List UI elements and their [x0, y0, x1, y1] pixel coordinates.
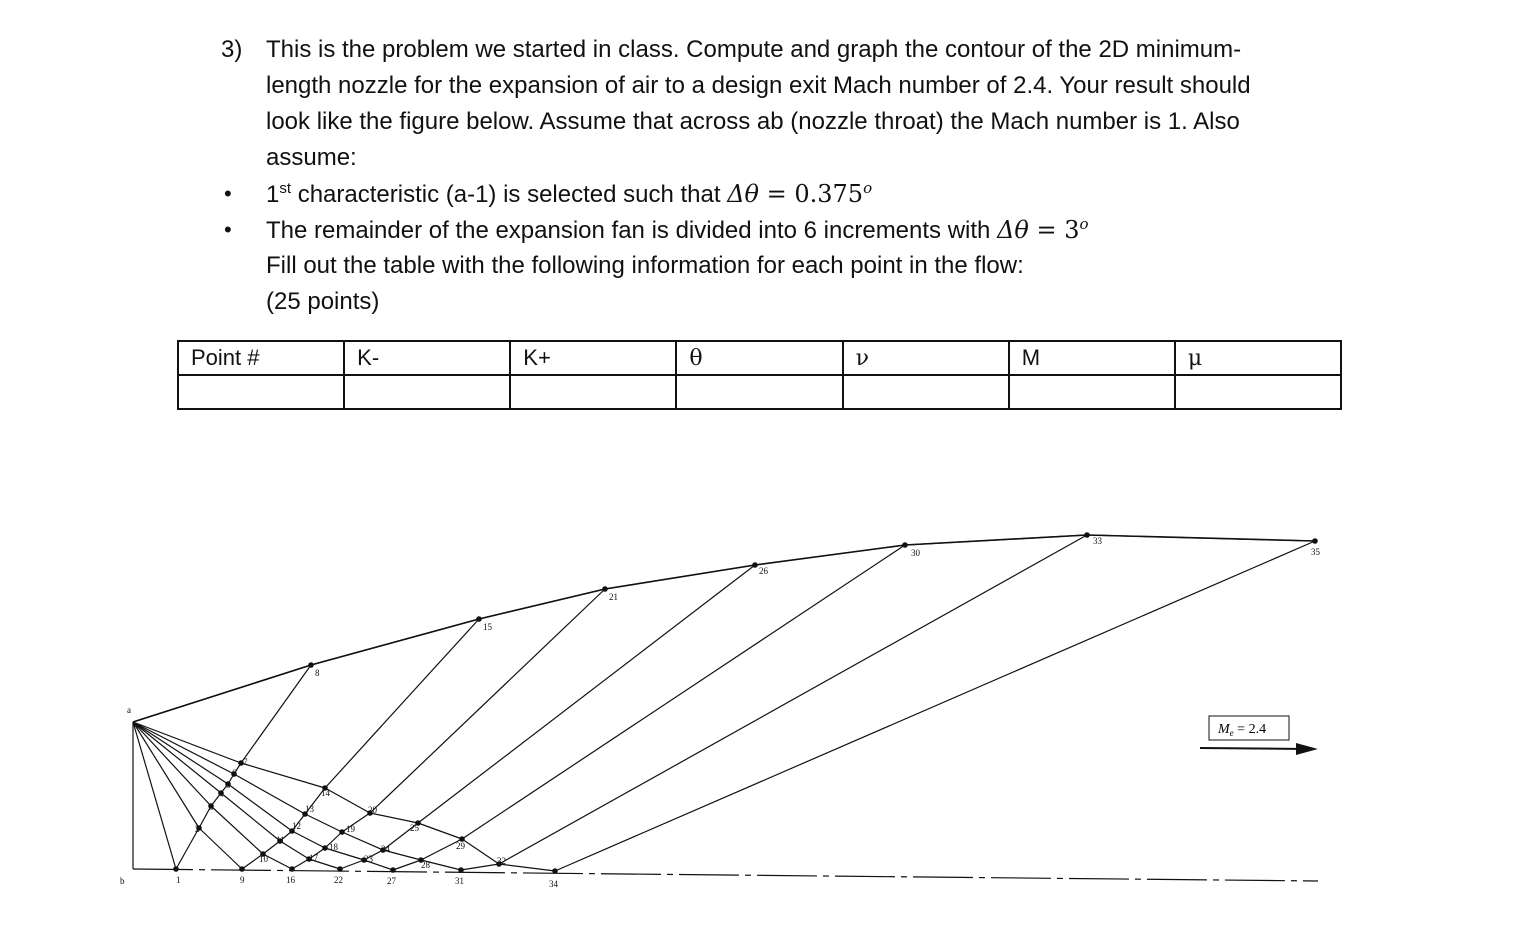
characteristic-line — [461, 864, 499, 870]
exit-mach-label — [1200, 716, 1318, 755]
cell-point[interactable] — [178, 375, 344, 409]
exit-mach-var: M — [1218, 722, 1230, 737]
characteristic-line — [241, 665, 311, 763]
cell-k-minus[interactable] — [344, 375, 510, 409]
grid-point-34 — [552, 868, 558, 874]
table-header-row — [178, 341, 1341, 375]
flow-arrow-shaft — [1200, 748, 1306, 749]
grid-point-30 — [902, 542, 908, 548]
characteristic-line — [499, 535, 1087, 864]
characteristic-lines — [133, 535, 1318, 881]
grid-point-21 — [602, 586, 608, 592]
characteristic-line — [370, 813, 418, 823]
point-label-7: 7 — [243, 757, 248, 767]
corner-label-b: b — [120, 876, 125, 886]
grid-point-19 — [339, 829, 345, 835]
header-mu: μ — [1175, 341, 1341, 375]
point-label-35: 35 — [1311, 547, 1320, 557]
grid-point-8 — [308, 662, 314, 668]
cell-mu[interactable] — [1175, 375, 1341, 409]
characteristic-line — [133, 722, 221, 793]
point-label-18: 18 — [329, 842, 338, 852]
bullet-1-prefix: 1 — [266, 181, 280, 208]
characteristic-line — [755, 545, 905, 565]
problem-line-4: assume: — [266, 144, 357, 171]
grid-point-22 — [337, 866, 343, 872]
characteristic-line — [393, 860, 421, 870]
point-label-32: 32 — [497, 856, 506, 866]
characteristic-line — [1087, 535, 1315, 541]
grid-point-18 — [322, 845, 328, 851]
fill-out-instruction: Fill out the table with the following information for each point in the flow: — [266, 252, 1024, 279]
grid-point-27 — [390, 867, 396, 873]
point-label-22: 22 — [334, 875, 343, 885]
point-label-6: 6 — [232, 768, 237, 778]
grid-point-35 — [1312, 538, 1318, 544]
svg-text:Me = 2.4 — [1217, 722, 1266, 738]
point-label-30: 30 — [911, 548, 920, 558]
bullet-1-math-eq: = 0.375 — [758, 180, 864, 208]
point-label-11: 11 — [276, 835, 285, 845]
point-label-12: 12 — [292, 821, 301, 831]
bullet-2-math-var: Δθ — [997, 216, 1029, 244]
problem-number: 3) — [221, 36, 243, 63]
header-k-plus: K+ — [510, 341, 676, 375]
bullet-1-math-var: Δθ — [727, 180, 759, 208]
characteristic-line — [418, 565, 755, 823]
nozzle-wall-contour — [133, 535, 1315, 722]
point-label-5: 5 — [226, 780, 231, 790]
exit-mach-sub: e — [1229, 728, 1234, 738]
characteristic-line — [905, 535, 1087, 545]
exit-mach-eq: = 2.4 — [1233, 722, 1267, 737]
point-label-23: 23 — [364, 854, 373, 864]
characteristic-line — [241, 763, 325, 788]
problem-line-3: look like the figure below. Assume that across ab (nozzle throat) the Mach number is 1. Also — [266, 108, 1240, 135]
characteristic-line — [133, 722, 176, 869]
table-row — [178, 375, 1341, 409]
point-label-14: 14 — [321, 788, 330, 798]
grid-point-26 — [752, 562, 758, 568]
header-nu: ν — [843, 341, 1009, 375]
characteristic-line — [605, 565, 755, 589]
point-labels — [176, 536, 1321, 889]
bullet-1 — [266, 176, 872, 213]
characteristic-line — [462, 545, 905, 839]
problem-line-2: length nozzle for the expansion of air to a design exit Mach number of 2.4. Your result should — [266, 72, 1251, 99]
characteristic-line — [228, 784, 292, 831]
bullet-2-math-unit: o — [1079, 215, 1089, 233]
bullet-2-text: The remainder of the expansion fan is divided into 6 increments with — [266, 217, 998, 244]
header-theta: θ — [676, 341, 842, 375]
cell-theta[interactable] — [676, 375, 842, 409]
characteristic-line — [325, 788, 370, 813]
characteristic-line — [133, 722, 234, 774]
characteristic-line — [325, 619, 479, 788]
bullet-1-sup: st — [279, 180, 292, 197]
characteristic-line — [133, 722, 199, 828]
points-value: (25 points) — [266, 288, 380, 315]
header-k-minus: K- — [344, 341, 510, 375]
characteristic-line — [342, 832, 383, 850]
characteristic-line — [418, 823, 462, 839]
problem-statement — [0, 0, 1519, 330]
corner-label-a: a — [127, 705, 131, 715]
characteristic-line — [176, 828, 199, 869]
cell-k-plus[interactable] — [510, 375, 676, 409]
point-label-24: 24 — [381, 844, 390, 854]
point-label-2: 2 — [195, 824, 200, 834]
bullet-dot-2: • — [224, 217, 232, 242]
bullet-2 — [266, 212, 1089, 249]
point-label-33: 33 — [1093, 536, 1102, 546]
grid-point-31 — [458, 867, 464, 873]
point-label-21: 21 — [609, 592, 618, 602]
point-label-26: 26 — [759, 566, 768, 576]
point-label-25: 25 — [410, 823, 419, 833]
problem-line-1: This is the problem we started in class. Compute and graph the contour of the 2D minimum- — [266, 36, 1242, 63]
header-mach: M — [1009, 341, 1175, 375]
characteristic-line — [555, 541, 1315, 871]
point-label-8: 8 — [315, 668, 320, 678]
point-label-10: 10 — [259, 854, 268, 864]
bullet-2-math-eq: = 3 — [1028, 216, 1080, 244]
grid-point-15 — [476, 616, 482, 622]
grid-point-1 — [173, 866, 179, 872]
characteristic-line — [305, 814, 342, 832]
header-point: Point # — [178, 341, 344, 375]
point-label-16: 16 — [286, 875, 295, 885]
point-label-1: 1 — [176, 875, 181, 885]
point-table — [177, 340, 1342, 410]
characteristic-line — [133, 665, 311, 722]
nozzle-figure — [0, 500, 1519, 900]
characteristic-line — [234, 774, 305, 814]
grid-point-9 — [239, 866, 245, 872]
point-label-28: 28 — [421, 860, 430, 870]
point-label-17: 17 — [309, 853, 318, 863]
flow-arrow-head — [1296, 743, 1318, 755]
cell-nu[interactable] — [843, 375, 1009, 409]
characteristic-line — [479, 589, 605, 619]
characteristic-line — [499, 864, 555, 871]
grid-point-33 — [1084, 532, 1090, 538]
characteristic-line — [292, 831, 325, 848]
characteristic-line — [462, 839, 499, 864]
bullet-1-text: characteristic (a-1) is selected such that — [291, 181, 728, 208]
point-label-27: 27 — [387, 876, 396, 886]
cell-mach[interactable] — [1009, 375, 1175, 409]
bullet-1-math-unit: o — [863, 179, 873, 197]
characteristic-line — [292, 859, 309, 869]
bullet-dot-1: • — [224, 181, 232, 206]
point-label-3: 3 — [209, 802, 214, 812]
point-label-4: 4 — [219, 789, 224, 799]
point-label-19: 19 — [346, 824, 355, 834]
point-label-31: 31 — [455, 876, 464, 886]
point-label-34: 34 — [549, 879, 558, 889]
point-label-20: 20 — [368, 805, 377, 815]
point-label-13: 13 — [305, 804, 314, 814]
point-label-29: 29 — [456, 841, 465, 851]
characteristic-line — [340, 860, 364, 869]
characteristic-line — [311, 619, 479, 665]
centerline — [133, 869, 1318, 881]
point-label-9: 9 — [240, 875, 245, 885]
characteristic-line — [199, 828, 242, 869]
grid-points — [173, 532, 1318, 874]
point-label-15: 15 — [483, 622, 492, 632]
grid-point-16 — [289, 866, 295, 872]
